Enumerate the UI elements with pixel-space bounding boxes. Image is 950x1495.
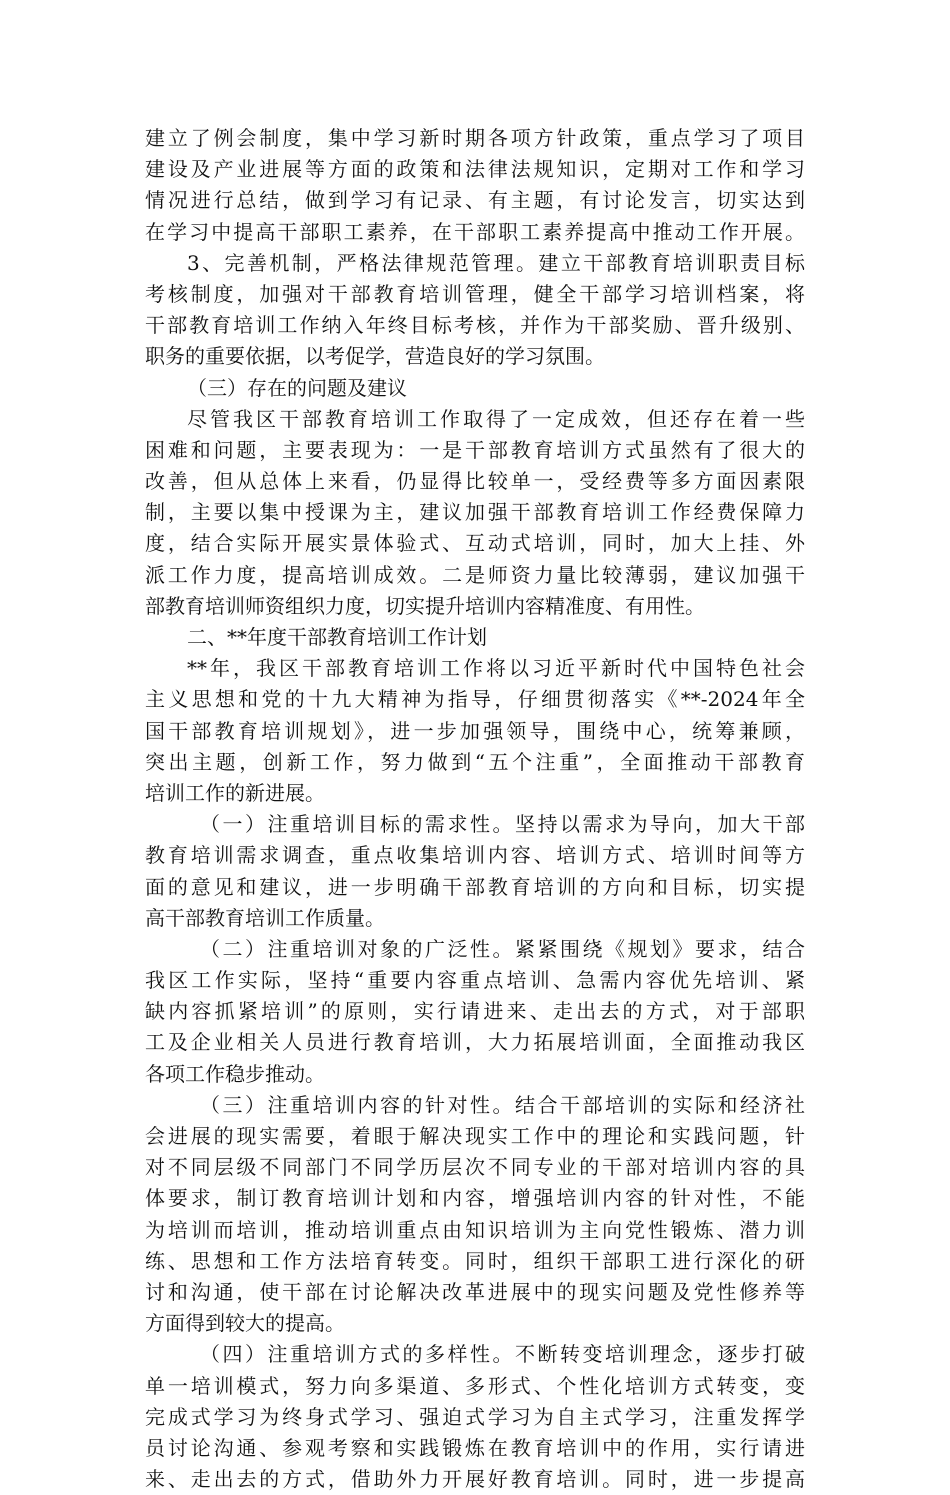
text-line: 来、走出去的方式，借助外力开展好教育培训。同时，进一步提高 — [145, 1467, 805, 1492]
text-line: 为培训而培训，推动培训重点由知识培训为主向党性锻炼、潜力训 — [145, 1217, 805, 1242]
text-line: 员讨论沟通、参观考察和实践锻炼在教育培训中的作用，实行请进 — [145, 1435, 805, 1460]
text-line: 会进展的现实需要，着眼于解决现实工作中的理论和实践问题，针 — [145, 1124, 805, 1148]
text-line: （二）注重培训对象的广泛性。紧紧围绕《规划》要求，结合 — [200, 936, 805, 961]
text-line: 培训工作的新进展。 — [145, 780, 325, 805]
text-line: 我区工作实际，坚持“重要内容重点培训、急需内容优先培训、紧 — [145, 968, 805, 993]
text-line: 体要求，制订教育培训计划和内容，增强培训内容的针对性，不能 — [145, 1186, 805, 1211]
text-line: 对不同层级不同部门不同学历层次不同专业的干部对培训内容的具 — [145, 1155, 805, 1180]
text-line: 在学习中提高干部职工素养，在干部职工素养提高中推动工作开展。 — [145, 219, 805, 244]
text-line: 情况进行总结，做到学习有记录、有主题，有讨论发言，切实达到 — [145, 188, 805, 213]
text-line: 3、完善机制，严格法律规范管理。建立干部教育培训职责目标 — [187, 250, 805, 275]
text-line: 制，主要以集中授课为主，建议加强干部教育培训工作经费保障力 — [145, 500, 805, 525]
text-line: （四）注重培训方式的多样性。不断转变培训理念，逐步打破 — [200, 1342, 805, 1367]
text-line: 练、思想和工作方法培育转变。同时，组织干部职工进行深化的研 — [145, 1248, 805, 1273]
text-line: 教育培训需求调查，重点收集培训内容、培训方式、培训时间等方 — [145, 843, 805, 868]
text-line: 单一培训模式，努力向多渠道、多形式、个性化培训方式转变，变 — [145, 1373, 805, 1398]
text-line: （三）存在的问题及建议 — [187, 375, 407, 400]
text-line: 困难和问题，主要表现为：一是干部教育培训方式虽然有了很大的 — [145, 437, 805, 462]
text-line: 度，结合实际开展实景体验式、互动式培训，同时，加大上挂、外 — [145, 531, 805, 556]
text-line: 改善，但从总体上来看，仍显得比较单一，受经费等多方面因素限 — [145, 469, 805, 494]
text-line: 完成式学习为终身式学习、强迫式学习为自主式学习，注重发挥学 — [145, 1404, 805, 1429]
text-line: 职务的重要依据，以考促学，营造良好的学习氛围。 — [145, 344, 605, 369]
text-line: 讨和沟通，使干部在讨论解决改革进展中的现实问题及党性修养等 — [145, 1279, 805, 1304]
text-line: 方面得到较大的提高。 — [145, 1311, 345, 1336]
document-page — [145, 123, 805, 1495]
text-line: 国干部教育培训规划》，进一步加强领导，围绕中心，统筹兼顾， — [145, 718, 805, 743]
text-line: 面的意见和建议，进一步明确干部教育培训的方向和目标，切实提 — [145, 874, 805, 899]
text-line: （三）注重培训内容的针对性。结合干部培训的实际和经济社 — [200, 1092, 805, 1117]
text-line: 派工作力度，提高培训成效。二是师资力量比较薄弱，建议加强干 — [145, 562, 805, 587]
text-line: 部教育培训师资组织力度，切实提升培训内容精准度、有用性。 — [145, 593, 705, 618]
text-line: 各项工作稳步推动。 — [145, 1061, 325, 1086]
text-line: 建立了例会制度，集中学习新时期各项方针政策，重点学习了项目 — [145, 126, 805, 150]
text-line: 考核制度，加强对干部教育培训管理，健全干部学习培训档案，将 — [145, 281, 805, 306]
text-line: 二、**年度干部教育培训工作计划 — [187, 625, 487, 649]
text-line: 尽管我区干部教育培训工作取得了一定成效，但还存在着一些 — [187, 406, 805, 431]
text-line: 主义思想和党的十九大精神为指导，仔细贯彻落实《**-2024年全 — [145, 687, 805, 712]
text-line: **年，我区干部教育培训工作将以习近平新时代中国特色社会 — [187, 656, 805, 681]
text-line: 干部教育培训工作纳入年终目标考核，并作为干部奖励、晋升级别、 — [145, 313, 805, 338]
text-line: 工及企业相关人员进行教育培训，大力拓展培训面，全面推动我区 — [145, 1030, 805, 1055]
text-line: 缺内容抓紧培训”的原则，实行请进来、走出去的方式，对于部职 — [145, 999, 805, 1024]
text-line: （一）注重培训目标的需求性。坚持以需求为导向，加大干部 — [200, 812, 805, 837]
text-line: 建设及产业进展等方面的政策和法律法规知识，定期对工作和学习 — [145, 157, 805, 182]
text-line: 突出主题，创新工作，努力做到“五个注重”，全面推动干部教育 — [145, 749, 805, 774]
text-line: 高干部教育培训工作质量。 — [145, 905, 385, 930]
